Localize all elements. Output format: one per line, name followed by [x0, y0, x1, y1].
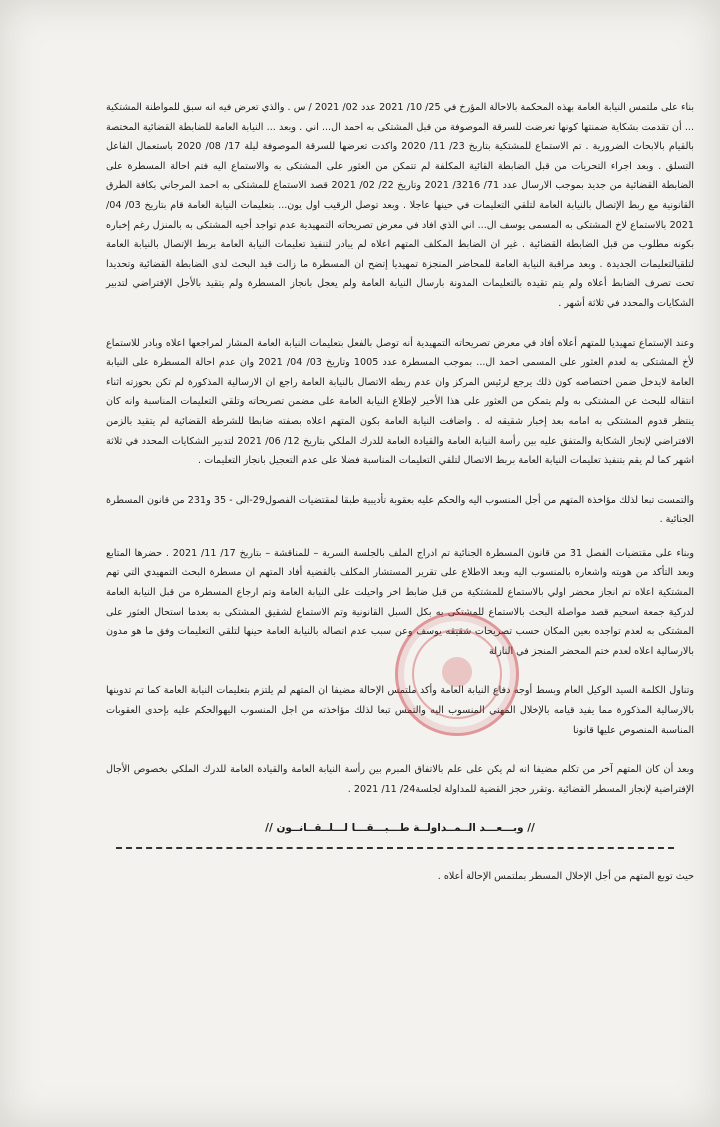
- paragraph-request: والتمست تبعا لذلك مؤاخذة المتهم من أجل المنسوب اليه والحكم عليه بعقوبة تأديبية طبقا لمقتضيات الفصول29-الى - 35 و231 من قانون المسطرة الجنائية .: [106, 494, 695, 526]
- dashed-divider: [116, 847, 674, 849]
- paragraph-referral: بناء على ملتمس النيابة العامة بهذه المحكمة بالاحالة المؤرخ في 25/ 10/ 2021 عدد 02/ 2021 / س . والذي تعرض فيه انه سبق للمواطنة المشتكية ... أن تقدمت بشكاية ضمنتها كونها تعرضت للسرقة الموصوفة من قبل المشتكى به احمد ال... اني . وبعد ... النيابة العامة للضابطة القضائية المختصة بالقيام بالابحاث الضرورية . تم الاستماع للمشتكية بتاريخ 23/ 11/ 2020 واكدت تعرضها للسرقة الموصوفة ليلة 17/ 08/ 2020 باستعمال الفاعل التسلق . وبعد اجراء التحريات من قبل الضابطة القائية المكلفة لم تتمكن من العثور على المشتكى به والاستماع اليه فتم احالة المسطرة على الضابطة القضائية من جديد بموجب الارسال عدد 71/ 3216/ 2021 وتاريخ 22/ 02/ 2021 قصد الاستماع للمشتكى به احمد المرجاني بكافة الطرق القانونية مع ربط الإتصال بالنيابة العامة لتلقي التعليمات في حينها عاجلا . وبعد توصل الرقيب اول يون... بتعليمات النيابة العامة قام بتاريخ 03/ 04/ 2021 بالاستماع لاخ المشتكى به المسمى يوسف ال... اني الذي افاد في معرض تصريحاته التمهيدية عدم تواجد أخيه المشتكى به بالمنزل رغم إخباره بكونه مطلوب من قبل الضابطة القضائية . غير ان الضابط المكلف المتهم اعلاه لم يبادر لتنفيذ تعليمات النيابة العامة بربط الإتصال بالنيابة العامة لتلقيالتعليمات الجديدة . وبعد مراقبة النيابة العامة للمحاضر المنجزة تمهيديا إتضح ان المسطرة ما زالت قيد البحث لدى الضابطة القضائية وتحديدا تحت تصرف الضابط أعلاه ولم يتم تقيده بالتعليمات المدونة بارسال النيابة العامة ولم يعجل بانجاز المسطرة ولم يتقيد بالأجل الإفتراضي لتدبير الشكايات والمحدد في ثلاثة أشهر .: [106, 102, 694, 309]
- paragraph-prosecutor: وتناول الكلمة السيد الوكيل العام وبسط أوجه دفاع النيابة العامة وأكد ملتمس الإحالة مضيفا ان المتهم لم يلتزم بتعليمات النيابة العامة كما تم تدوينها بالارسالية المذكورة مما يفيد قيامه بالإخلال المهني المنسوب اليه والتمس تبعا لذلك مؤاخذته من اجل المنسوب اليهوالحكم عليه بإحدى العقوبات المناسبة المنصوص عليها قانونا: [106, 685, 694, 736]
- closing-heading: // وبـــعـــد الــمــداولــة طـــبـــقـــا لـــلــقــانــون //: [265, 822, 535, 835]
- final-line: حيث توبع المتهم من أجل الإخلال المسطر بملتمس الإحالة أعلاه .: [437, 871, 694, 882]
- paragraph-session: وبناء على مقتضيات الفصل 31 من قانون المسطرة الجنائية تم ادراج الملف بالجلسة السرية – للمناقشة – بتاريخ 17/ 11/ 2021 . حضرها المتابع وبعد التأكد من هويته واشعاره بالمنسوب اليه وبعد الاطلاع على تقرير المستشار المكلف بالقضية أفاد المتهم ان مسطرة البحث التمهيدي التي تهم المشتكية اعلاه تم انجاز محضر اولي بالاستماع للمشتكية من قبل ضابط اخر واحيلت على النيابة العامة وتم ارجاع المسطرة من قبل النيابة العامة لدركية جمعة اسحيم قصد مواصلة البحث بالاستماع للمشتكى به بكل السبل القانونية وتم الاستماع لشقيق المشتكى به بعدما استحال العثور على المشتكى به لعدم تواجده بعين المكان حسب تصريحات شقيقه يوسف وعن سبب عدم اتصاله بالنيابة العامة حينها لتلقي التعليمات وفق ما هو مدون بالارسالية اعلاه لعدم ختم المحضر المنجز في النازلة: [106, 547, 695, 657]
- paragraph-deliberation: وبعد أن كان المتهم آخر من تكلم مضيفا انه لم يكن على علم بالاتفاق المبرم بين رأسة النيابة العامة والقيادة العامة للدرك الملكي بخصوص الأجال الإفتراضية لإنجاز المسطر القضائية .وتقرر حجز القضية للمداولة لجلسة24/ 11/ 2021 .: [106, 764, 694, 795]
- document-body: [106, 98, 694, 887]
- paragraph-preliminary-hearing: وعند الإستماع تمهيديا للمتهم أعلاه أفاد في معرض تصريحاته التمهيدية أنه توصل بالفعل بتعليمات النيابة العامة المشار لمراجعها اعلاه وبادر للاستماع لأخ المشتكى به لعدم العثور على المسمى احمد ال... بموجب المسطرة عدد 1005 وتاريخ 03/ 04/ 2021 وان عدم احالة المسطرة على النيابة العامة لايدخل ضمن اختصاصه كون ذلك يرجع لرئيس المركز وان عدم ربطه الاتصال بالنيابة العامة راجع ان الارسالية المذكورة لم تكن بحوزته اثناء انتقاله للبحث عن المشتكى به ولم يتمكن من العثور على هذا الأخير لإطلاع النيابة العامة على مضمن تصريحاته وتلقي التعليمات المناسبة وانه كان ينتظر قدوم المشتكى به امامه بعد إخبار شقيقه له . واضافت النيابة العامة بكون المتهم اعلاه بصفته ضابطا للشرطة القضائية لم يتقيد بالزمن الافتراضي لإنجاز الشكاية والمتفق عليه بين رأسة النيابة العامة والقيادة العامة للدرك الملكي بتاريخ 12/ 06/ 2021 لتدبير الشكايات المحدد في ثلاثة اشهر كما لم يقم بتنفيذ تعليمات النيابة العامة بربط الاتصال لتلقي التعليمات المناسبة فضلا على عدم التعجيل بانجاز التعليمات .: [106, 337, 695, 467]
